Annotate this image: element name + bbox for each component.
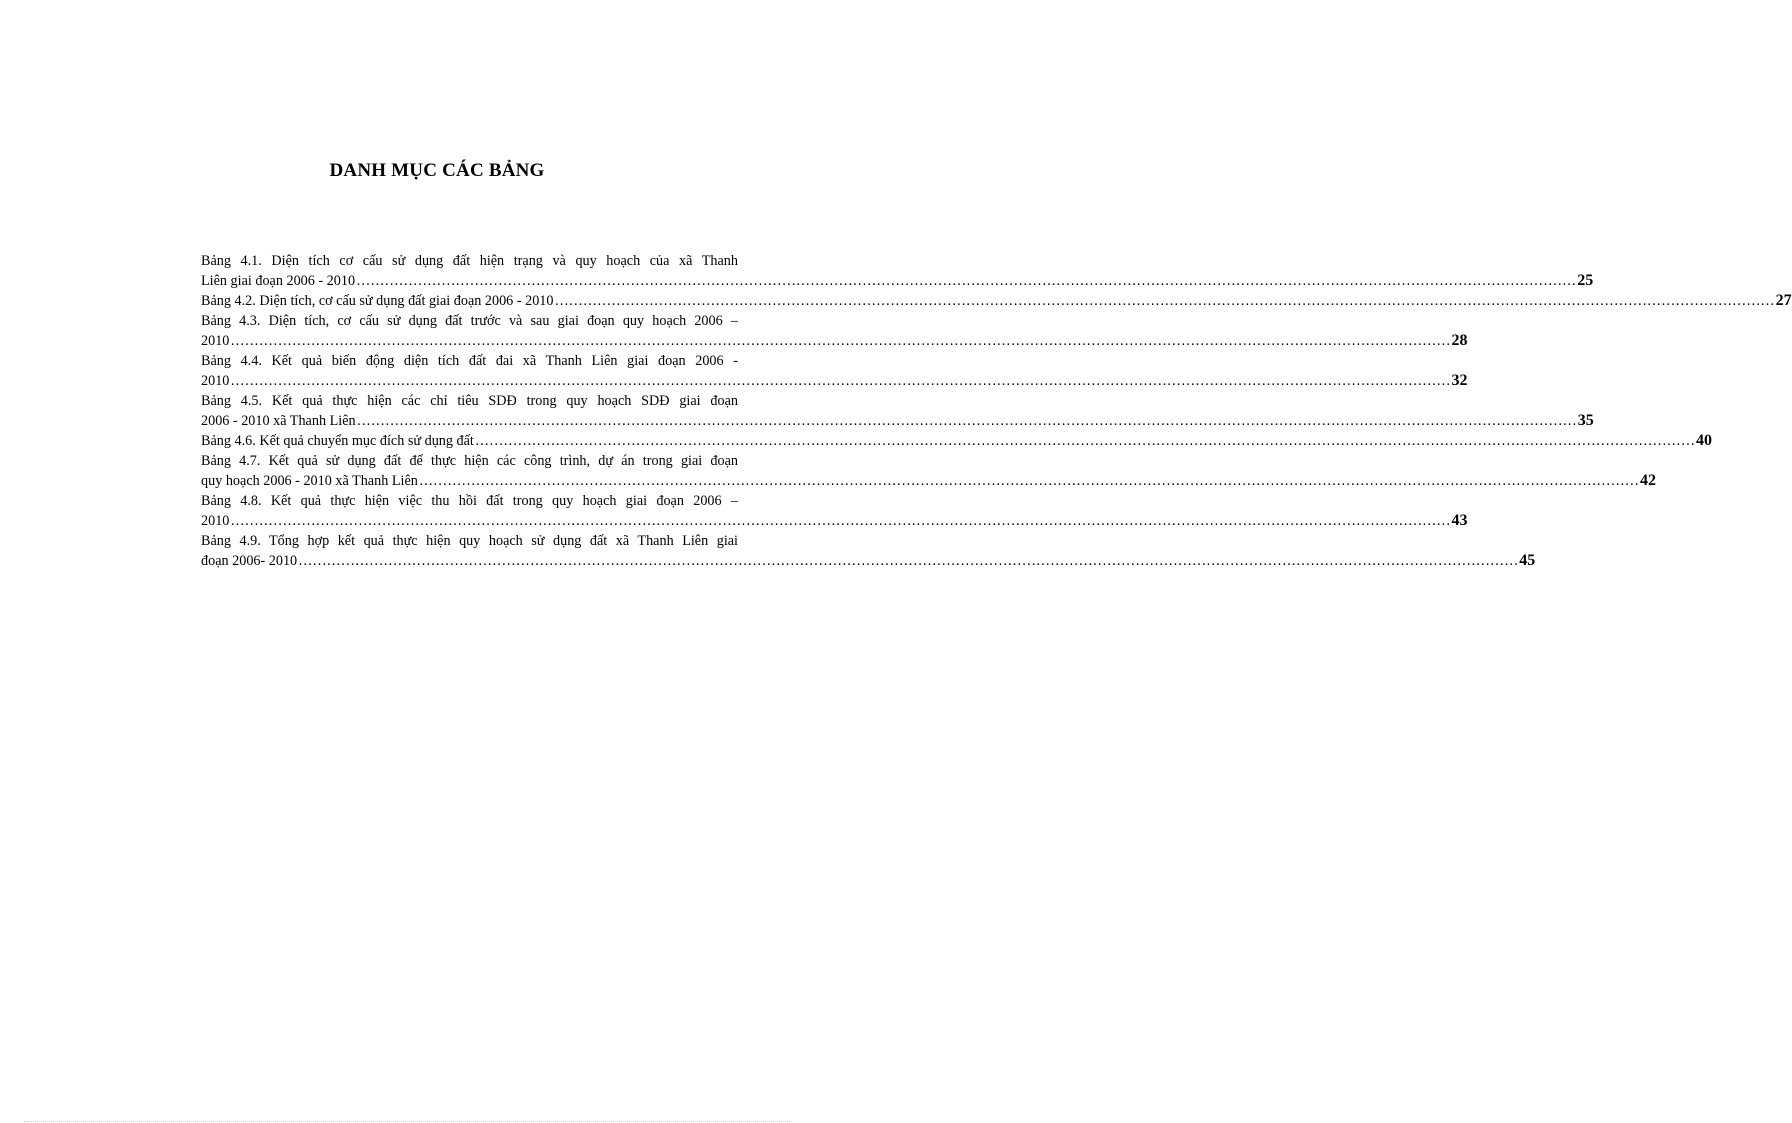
toc-page-number: 43 [1451,512,1468,529]
toc-entry-text: Bảng 4.6. Kết quả chuyển mục đích sử dụng đất [201,433,474,449]
toc-leader-dots: …………………………………………………………………………………………………………………………………………………………………………………………………………………………………… [474,433,1695,449]
toc-entry[interactable] [201,531,1536,571]
toc-entry-line: Bảng 4.4. Kết quả biến động diện tích đất đai xã Thanh Liên giai đoạn 2006 - [201,353,738,369]
toc-entry[interactable] [201,391,1594,431]
toc-page-number: 27 [1775,292,1792,309]
toc-leader-dots: …………………………………………………………………………………………………………………………………………………………………………………………………………………………………… [230,373,1451,389]
toc-entry-text: quy hoạch 2006 - 2010 xã Thanh Liên [201,473,418,489]
toc-entry-line: Bảng 4.7. Kết quả sử dụng đất để thực hiện các công trình, dự án trong giai đoạn [201,453,738,469]
toc-entry-last-line [201,511,1468,531]
toc-entry-text: 2010 [201,333,230,349]
toc-entry[interactable] [201,451,1656,491]
toc-entry-last-line [201,471,1656,491]
toc-entry-last-line [201,371,1468,391]
page-title: DANH MỤC CÁC BẢNG [329,160,545,181]
toc-entry-text: Liên giai đoạn 2006 - 2010 [201,273,356,289]
toc-entry[interactable] [201,431,1712,451]
toc-leader-dots: …………………………………………………………………………………………………………………………………………………………………………………………………………………………………… [554,293,1775,309]
toc-page-number: 40 [1696,432,1712,449]
toc-entry[interactable] [201,491,1468,531]
toc-entry-last-line [201,431,1712,451]
toc-entry[interactable] [201,351,1468,391]
toc-entry-line: Bảng 4.8. Kết quả thực hiện việc thu hồi đất trong quy hoạch giai đoạn 2006 – [201,493,738,509]
toc-entry-last-line [201,271,1594,291]
toc-leader-dots: …………………………………………………………………………………………………………………………………………………………………………………………………………………………………… [230,513,1451,529]
toc-entry[interactable] [201,251,1594,291]
table-of-tables [201,251,1792,571]
toc-entry-text: 2006 - 2010 xã Thanh Liên [201,413,356,429]
toc-entry-text: Bảng 4.2. Diện tích, cơ cấu sử dụng đất giai đoạn 2006 - 2010 [201,293,554,309]
toc-entry-line: Bảng 4.5. Kết quả thực hiện các chỉ tiêu SDĐ trong quy hoạch SDĐ giai đoạn [201,393,738,409]
toc-entry-last-line [201,291,1792,311]
toc-page-number: 25 [1577,272,1594,289]
toc-entry-last-line [201,411,1594,431]
toc-entry-text: 2010 [201,373,230,389]
toc-entry-line: Bảng 4.1. Diện tích cơ cấu sử dụng đất hiện trạng và quy hoạch của xã Thanh [201,253,738,269]
toc-leader-dots: …………………………………………………………………………………………………………………………………………………………………………………………………………………………………… [356,273,1577,289]
toc-page-number: 35 [1577,412,1594,429]
toc-entry[interactable] [201,311,1468,351]
toc-leader-dots: …………………………………………………………………………………………………………………………………………………………………………………………………………………………………… [418,473,1639,489]
toc-page-number: 45 [1519,552,1536,569]
toc-entry-line: Bảng 4.3. Diện tích, cơ cấu sử dụng đất trước và sau giai đoạn quy hoạch 2006 – [201,313,738,329]
toc-leader-dots: …………………………………………………………………………………………………………………………………………………………………………………………………………………………………… [356,413,1577,429]
toc-leader-dots: …………………………………………………………………………………………………………………………………………………………………………………………………………………………………… [298,553,1519,569]
toc-page-number: 28 [1451,332,1468,349]
toc-page-number: 42 [1639,472,1656,489]
toc-page-number: 32 [1451,372,1468,389]
toc-entry-last-line [201,551,1536,571]
toc-entry-last-line [201,331,1468,351]
toc-leader-dots: …………………………………………………………………………………………………………………………………………………………………………………………………………………………………… [230,333,1451,349]
toc-entry-line: Bảng 4.9. Tổng hợp kết quả thực hiện quy hoạch sử dụng đất xã Thanh Liên giai [201,533,738,549]
toc-entry[interactable] [201,291,1792,311]
toc-entry-text: đoạn 2006- 2010 [201,553,298,569]
toc-entry-text: 2010 [201,513,230,529]
page-bottom-divider [24,1121,792,1122]
